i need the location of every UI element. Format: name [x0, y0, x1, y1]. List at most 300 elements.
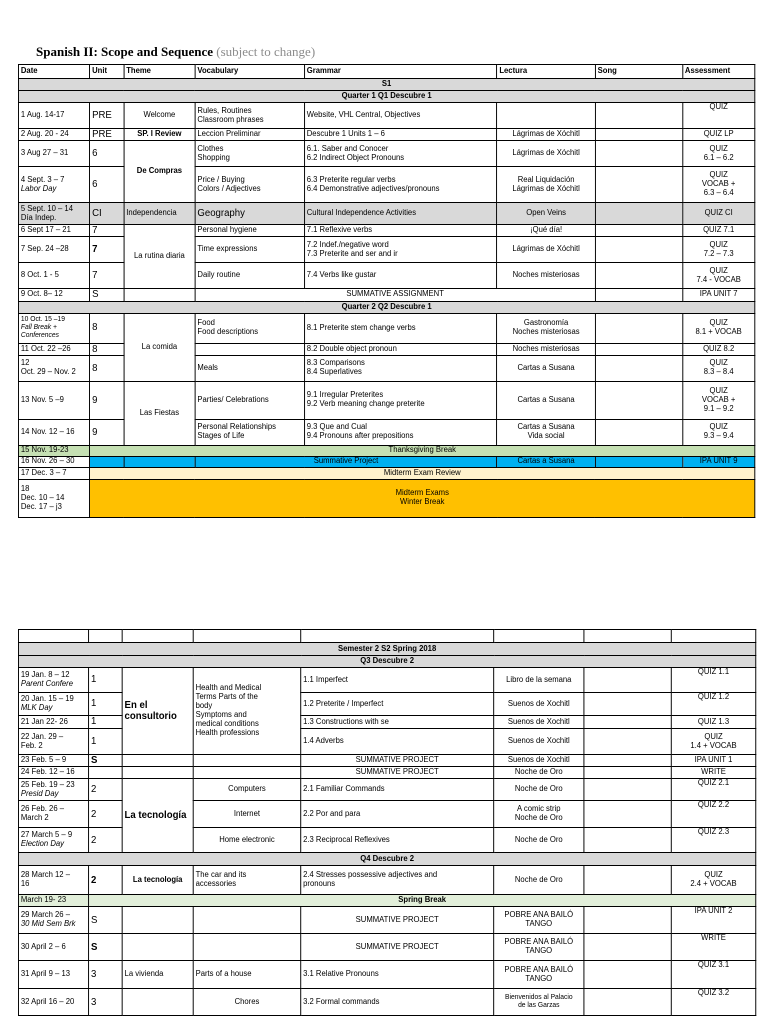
- col-assessment-header: Assessment: [683, 65, 755, 79]
- grammar-cell: 8.2 Double object pronoun: [304, 343, 497, 355]
- lectura-cell: Cartas a Susana: [497, 381, 595, 419]
- assessment-line: 8.1 + VOCAB: [695, 327, 742, 337]
- lectura-cell: Noches misteriosas: [497, 343, 595, 355]
- unit-cell: 9: [90, 381, 124, 419]
- vocab-cell: Daily routine: [195, 263, 304, 289]
- grammar-line: 8.3 Comparisons: [306, 358, 365, 368]
- lectura-cell: Cartas a Susana: [497, 456, 595, 467]
- grammar-cell: [304, 355, 497, 381]
- theme-cell: Welcome: [124, 103, 195, 129]
- lectura-line: Gastronomía: [523, 318, 569, 328]
- vocab-line: Classroom phrases: [197, 114, 264, 124]
- lectura-cell: Lágrimas de Xóchitl: [497, 237, 595, 263]
- date-cell: 15 Nov. 19-23: [18, 445, 89, 456]
- theme-cell: [124, 289, 195, 301]
- vocab-line: Price / Buying: [197, 174, 245, 184]
- date-line: Feb. 2: [20, 740, 43, 750]
- grammar-cell: SUMMATIVE PROJECT: [301, 907, 494, 934]
- unit-cell: [89, 767, 123, 779]
- table-row: [18, 203, 754, 225]
- lectura-line: Vida social: [527, 431, 565, 441]
- date-line: 12: [20, 358, 30, 368]
- date-line: 5 Sept. 10 – 14: [20, 203, 73, 213]
- assessment-cell: [683, 237, 755, 263]
- assessment-line: 7.2 – 7.3: [703, 248, 734, 258]
- theme-cell: Independencia: [124, 203, 195, 225]
- grammar-cell: 3.1 Relative Pronouns: [301, 961, 494, 989]
- assessment-cell: QUIZ 2.1: [671, 779, 755, 801]
- table-row: [18, 445, 754, 456]
- vocab-cell: Meals: [195, 355, 304, 381]
- assessment-line: QUIZ: [709, 170, 728, 180]
- table-row: [18, 895, 755, 907]
- assessment-cell: [671, 866, 755, 895]
- blank-cell: [18, 630, 88, 643]
- vocab-line: body: [195, 701, 213, 711]
- theme-cell: [122, 907, 193, 934]
- song-cell: [595, 456, 682, 467]
- grammar-cell: 1.2 Preterite / Imperfect: [301, 693, 494, 716]
- date-line: 25 Feb. 19 – 23: [20, 779, 75, 789]
- section-row: [18, 853, 755, 866]
- unit-cell: PRE: [90, 129, 124, 141]
- header-row: [18, 65, 754, 79]
- table-row: [18, 479, 754, 517]
- song-cell: [595, 289, 682, 301]
- date-line: 18: [20, 483, 30, 493]
- table-row: [18, 907, 755, 934]
- table-row: [18, 381, 754, 419]
- col-date-header: Date: [18, 65, 89, 79]
- grammar-cell: SUMMATIVE PROJECT: [301, 934, 494, 961]
- lectura-line: Bienvenidos al Palacio: [504, 994, 573, 1002]
- blank-cell: [671, 630, 755, 643]
- quarter-label: Q4 Descubre 2: [18, 853, 755, 866]
- quarter-label: Quarter 2 Q2 Descubre 1: [18, 301, 754, 313]
- song-cell: [595, 103, 682, 129]
- lectura-cell: ¡Qué día!: [497, 225, 595, 237]
- exam-line: Midterm Exams: [395, 488, 449, 498]
- grammar-cell: [304, 167, 497, 203]
- vocab-line: Terms Parts of the: [195, 692, 258, 702]
- assessment-line: 7.4 - VOCAB: [696, 274, 741, 284]
- song-cell: [584, 961, 671, 989]
- date-cell: [18, 729, 88, 755]
- table-row: [18, 313, 754, 343]
- vocab-cell: [193, 755, 301, 767]
- section-row: [18, 301, 754, 313]
- lectura-cell: [497, 167, 595, 203]
- grammar-cell: SUMMATIVE PROJECT: [301, 767, 494, 779]
- date-cell: [18, 801, 88, 828]
- song-cell: [584, 729, 671, 755]
- theme-cell: La comida: [124, 313, 195, 381]
- song-cell: [595, 167, 682, 203]
- lectura-line: Cartas a Susana: [517, 422, 575, 432]
- assessment-line: QUIZ: [709, 143, 728, 153]
- song-cell: [595, 313, 682, 343]
- blank-cell: [494, 630, 584, 643]
- unit-cell: S: [90, 289, 124, 301]
- assessment-line: QUIZ: [709, 358, 728, 368]
- grammar-cell: SUMMATIVE PROJECT: [301, 755, 494, 767]
- date-line: Election Day: [20, 839, 65, 849]
- vocab-cell: [195, 141, 304, 167]
- document-title: [36, 44, 315, 60]
- grammar-cell: 7.1 Reflexive verbs: [304, 225, 497, 237]
- assessment-cell: [683, 313, 755, 343]
- vocab-line: Health professions: [195, 727, 260, 737]
- table-row: [18, 989, 755, 1016]
- lectura-cell: [494, 961, 584, 989]
- song-cell: [595, 141, 682, 167]
- grammar-cell: 1.1 Imperfect: [301, 668, 494, 693]
- unit-cell: CI: [90, 203, 124, 225]
- grammar-cell: [301, 866, 494, 895]
- table-row: [18, 767, 755, 779]
- vocab-cell: [195, 419, 304, 445]
- grammar-line: pronouns: [303, 879, 336, 889]
- section-row: [18, 656, 755, 668]
- vocab-line: Colors / Adjectives: [197, 183, 261, 193]
- assessment-line: 8.3 – 8.4: [703, 367, 734, 377]
- theme-cell: [122, 767, 193, 779]
- vocab-cell: Geography: [195, 203, 304, 225]
- grammar-line: 8.4 Superlatives: [306, 367, 362, 377]
- date-cell: 2 Aug. 20 - 24: [18, 129, 89, 141]
- date-cell: [18, 693, 88, 716]
- assessment-cell: [683, 141, 755, 167]
- lectura-cell: Open Veins: [497, 203, 595, 225]
- grammar-cell: 2.3 Reciprocal Reflexives: [301, 828, 494, 853]
- assessment-cell: IPA UNIT 1: [671, 755, 755, 767]
- theme-cell: [124, 456, 195, 467]
- vocab-line: Shopping: [197, 152, 230, 162]
- date-line: Presid Day: [20, 788, 59, 798]
- vocab-line: Rules, Routines: [197, 105, 252, 115]
- semester-2-table: [18, 629, 756, 1016]
- lectura-cell: [497, 313, 595, 343]
- unit-cell: 2: [89, 828, 123, 853]
- song-cell: [584, 866, 671, 895]
- date-line: Parent Confere: [20, 679, 73, 688]
- date-cell: [18, 313, 89, 343]
- theme-cell: Las Fiestas: [124, 381, 195, 445]
- lectura-line: Lágrimas de Xóchitl: [512, 183, 580, 193]
- blank-cell: [89, 630, 123, 643]
- blank-cell: [122, 630, 193, 643]
- unit-cell: S: [89, 934, 123, 961]
- date-line: Fall Break +: [20, 324, 57, 332]
- summative-cell: SUMMATIVE ASSIGNMENT: [195, 289, 595, 301]
- date-cell: 13 Nov. 5 –9: [18, 381, 89, 419]
- unit-cell: 8: [90, 343, 124, 355]
- grammar-cell: Website, VHL Central, Objectives: [304, 103, 497, 129]
- grammar-cell: [304, 381, 497, 419]
- assessment-cell: IPA UNIT 9: [683, 456, 755, 467]
- grammar-cell: [304, 141, 497, 167]
- assessment-line: 9.3 – 9.4: [703, 431, 734, 441]
- table-row: [18, 779, 755, 801]
- vocab-cell: Parts of a house: [193, 961, 301, 989]
- date-line: MLK Day: [20, 703, 53, 712]
- assessment-line: 9.1 – 9.2: [703, 403, 734, 413]
- theme-cell: [122, 755, 193, 767]
- grammar-cell: 7.4 Verbs like gustar: [304, 263, 497, 289]
- unit-cell: 1: [89, 693, 123, 716]
- lectura-cell: Lágrimas de Xóchitl: [497, 141, 595, 167]
- date-line: 26 Feb. 26 –: [20, 804, 65, 814]
- semester-1-table: [18, 64, 755, 518]
- lectura-cell: Suenos de Xochitl: [494, 716, 584, 729]
- unit-cell: S: [89, 755, 123, 767]
- lectura-cell: [494, 801, 584, 828]
- vocab-line: medical conditions: [195, 718, 259, 728]
- date-cell: 32 April 16 – 20: [18, 989, 88, 1016]
- review-cell: Midterm Exam Review: [90, 467, 755, 479]
- assessment-line: QUIZ: [709, 422, 728, 432]
- exam-line: Winter Break: [400, 497, 445, 507]
- grammar-line: 2.4 Stresses possessive adjectives and: [303, 870, 438, 880]
- vocab-cell: [195, 313, 304, 343]
- vocab-line: Clothes: [197, 143, 224, 153]
- assessment-cell: QUIZ: [683, 103, 755, 129]
- blank-cell: [193, 630, 301, 643]
- table-row: [18, 467, 754, 479]
- date-cell: [18, 907, 88, 934]
- assessment-line: QUIZ: [709, 318, 728, 328]
- summative-cell: Summative Project: [195, 456, 497, 467]
- lectura-cell: Suenos de Xochitl: [494, 729, 584, 755]
- date-cell: 7 Sep. 24 –28: [18, 237, 89, 263]
- semester-label: Semester 2 S2 Spring 2018: [18, 643, 755, 656]
- assessment-cell: QUIZ LP: [683, 129, 755, 141]
- grammar-line: 7.2 Indef./negative word: [306, 239, 389, 249]
- grammar-cell: 3.2 Formal commands: [301, 989, 494, 1016]
- date-cell: 9 Oct. 8– 12: [18, 289, 89, 301]
- assessment-line: 6.3 – 6.4: [703, 188, 734, 198]
- date-line: Día Indep.: [20, 212, 57, 222]
- lectura-cell: Lágrimas de Xóchitl: [497, 129, 595, 141]
- grammar-line: 9.4 Pronouns after prepositions: [306, 431, 414, 441]
- grammar-line: 6.4 Demonstrative adjectives/pronouns: [306, 183, 440, 193]
- date-cell: 3 Aug 27 – 31: [18, 141, 89, 167]
- song-cell: [584, 907, 671, 934]
- grammar-cell: 8.1 Preterite stem change verbs: [304, 313, 497, 343]
- lectura-cell: [497, 419, 595, 445]
- vocab-line: The car and its: [195, 870, 247, 880]
- unit-cell: 1: [89, 716, 123, 729]
- lectura-line: POBRE ANA BAILÓ: [504, 964, 574, 974]
- theme-cell: [122, 934, 193, 961]
- lectura-cell: [494, 989, 584, 1016]
- break-cell: Thanksgiving Break: [90, 445, 755, 456]
- grammar-line: 9.3 Que and Cual: [306, 422, 367, 432]
- unit-cell: PRE: [90, 103, 124, 129]
- vocab-cell: Chores: [193, 989, 301, 1016]
- theme-cell: La tecnología: [122, 779, 193, 853]
- col-vocab-header: Vocabulary: [195, 65, 304, 79]
- col-grammar-header: Grammar: [304, 65, 497, 79]
- unit-cell: 2: [89, 866, 123, 895]
- date-cell: 6 Sept 17 – 21: [18, 225, 89, 237]
- song-cell: [595, 263, 682, 289]
- vocab-line: Symptoms and: [195, 710, 247, 719]
- date-line: March 2: [20, 813, 49, 823]
- unit-cell: 1: [89, 729, 123, 755]
- lectura-line: TANGO: [525, 919, 553, 929]
- date-line: 16: [20, 879, 30, 889]
- song-cell: [584, 716, 671, 729]
- lectura-line: POBRE ANA BAILÓ: [504, 937, 574, 947]
- date-cell: [18, 355, 89, 381]
- table-row: [18, 141, 754, 167]
- assessment-cell: [683, 263, 755, 289]
- date-cell: 11 Oct. 22 –26: [18, 343, 89, 355]
- vocab-cell: Leccion Preliminar: [195, 129, 304, 141]
- vocab-cell: Parties/ Celebrations: [195, 381, 304, 419]
- theme-cell: SP. I Review: [124, 129, 195, 141]
- assessment-cell: [683, 419, 755, 445]
- vocab-cell: Time expressions: [195, 237, 304, 263]
- grammar-line: 6.2 Indirect Object Pronouns: [306, 152, 405, 162]
- section-row: [18, 643, 755, 656]
- unit-cell: 9: [90, 419, 124, 445]
- song-cell: [595, 355, 682, 381]
- table-row: [18, 225, 754, 237]
- date-line: 22 Jan. 29 –: [20, 731, 64, 741]
- grammar-cell: Cultural Independence Activities: [304, 203, 497, 225]
- lectura-line: TANGO: [525, 973, 553, 983]
- lectura-line: TANGO: [525, 946, 553, 956]
- unit-cell: [90, 456, 124, 467]
- vocab-line: Stages of Life: [197, 431, 245, 441]
- lectura-line: de las Garzas: [518, 1002, 560, 1010]
- unit-cell: 2: [89, 801, 123, 828]
- vocab-line: Personal Relationships: [197, 422, 276, 432]
- grammar-cell: 1.3 Constructions with se: [301, 716, 494, 729]
- theme-cell: De Compras: [124, 141, 195, 203]
- date-line: 10 Oct. 15 –19: [20, 316, 65, 324]
- table-row: [18, 934, 755, 961]
- lectura-line: Noches misteriosas: [512, 327, 580, 337]
- assessment-cell: [683, 167, 755, 203]
- date-cell: [18, 866, 88, 895]
- assessment-cell: QUIZ 7.1: [683, 225, 755, 237]
- date-line: Dec. 10 – 14: [20, 492, 65, 502]
- assessment-line: QUIZ: [704, 731, 723, 741]
- assessment-line: QUIZ: [709, 265, 728, 275]
- assessment-cell: QUIZ CI: [683, 203, 755, 225]
- unit-cell: 6: [90, 167, 124, 203]
- grammar-cell: [304, 419, 497, 445]
- grammar-cell: 2.1 Familiar Commands: [301, 779, 494, 801]
- table-row: [18, 961, 755, 989]
- vocab-cell: Computers: [193, 779, 301, 801]
- title-text: Spanish II: Scope and Sequence: [36, 44, 213, 59]
- assessment-cell: QUIZ 1.2: [671, 693, 755, 716]
- date-cell: [18, 479, 89, 517]
- theme-cell: La tecnología: [122, 866, 193, 895]
- unit-cell: 7: [90, 237, 124, 263]
- lectura-cell: Noche de Oro: [494, 767, 584, 779]
- unit-cell: 8: [90, 313, 124, 343]
- semester-label: S1: [18, 79, 754, 91]
- table-row: [18, 289, 754, 301]
- lectura-line: POBRE ANA BAILÓ: [504, 910, 574, 920]
- lectura-cell: Suenos de Xochitl: [494, 693, 584, 716]
- assessment-cell: QUIZ 1.1: [671, 668, 755, 693]
- grammar-line: 6.3 Preterite regular verbs: [306, 174, 396, 184]
- date-line: 30 Mid Sem Brk: [20, 919, 76, 929]
- assessment-line: VOCAB +: [701, 179, 736, 189]
- unit-cell: 1: [89, 668, 123, 693]
- song-cell: [595, 129, 682, 141]
- assessment-line: QUIZ: [704, 870, 723, 880]
- break-cell: Spring Break: [89, 895, 756, 907]
- assessment-line: 1.4 + VOCAB: [690, 740, 737, 750]
- lectura-line: Noche de Oro: [514, 813, 563, 823]
- vocab-cell: [193, 907, 301, 934]
- song-cell: [595, 225, 682, 237]
- assessment-line: VOCAB +: [701, 394, 736, 404]
- blank-cell: [301, 630, 494, 643]
- vocab-cell: [193, 668, 301, 755]
- lectura-cell: [494, 907, 584, 934]
- date-cell: 1 Aug. 14-17: [18, 103, 89, 129]
- unit-cell: 8: [90, 355, 124, 381]
- song-cell: [584, 934, 671, 961]
- theme-cell: [122, 989, 193, 1016]
- vocab-cell: [195, 167, 304, 203]
- theme-cell: La vivienda: [122, 961, 193, 989]
- lectura-cell: Noche de Oro: [494, 866, 584, 895]
- date-line: 29 March 26 –: [20, 910, 70, 920]
- lectura-line: Real Liquidación: [517, 174, 575, 184]
- lectura-cell: Suenos de Xochitl: [494, 755, 584, 767]
- col-theme-header: Theme: [124, 65, 195, 79]
- assessment-cell: QUIZ 2.2: [671, 801, 755, 828]
- unit-cell: 3: [89, 989, 123, 1016]
- vocab-cell: [193, 767, 301, 779]
- song-cell: [584, 767, 671, 779]
- grammar-line: 9.2 Verb meaning change preterite: [306, 399, 425, 409]
- grammar-cell: 1.4 Adverbs: [301, 729, 494, 755]
- col-lectura-header: Lectura: [497, 65, 595, 79]
- date-line: 19 Jan. 8 – 12: [20, 670, 70, 680]
- lectura-cell: Cartas a Susana: [497, 355, 595, 381]
- vocab-line: accessories: [195, 879, 237, 889]
- vocab-cell: Internet: [193, 801, 301, 828]
- song-cell: [595, 419, 682, 445]
- quarter-label: Q3 Descubre 2: [18, 656, 755, 668]
- grammar-line: 6.1. Saber and Conocer: [306, 143, 389, 153]
- grammar-cell: [304, 237, 497, 263]
- song-cell: [595, 203, 682, 225]
- date-cell: [18, 167, 89, 203]
- assessment-cell: QUIZ 2.3: [671, 828, 755, 853]
- date-cell: 23 Feb. 5 – 9: [18, 755, 88, 767]
- unit-cell: 7: [90, 225, 124, 237]
- assessment-line: 2.4 + VOCAB: [690, 879, 737, 889]
- vocab-line: Health and Medical: [195, 683, 262, 693]
- grammar-line: 9.1 Irregular Preterites: [306, 390, 384, 400]
- theme-cell: En el consultorio: [122, 668, 193, 755]
- unit-cell: 3: [89, 961, 123, 989]
- exams-cell: [90, 479, 755, 517]
- date-cell: [18, 668, 88, 693]
- date-cell: 30 April 2 – 6: [18, 934, 88, 961]
